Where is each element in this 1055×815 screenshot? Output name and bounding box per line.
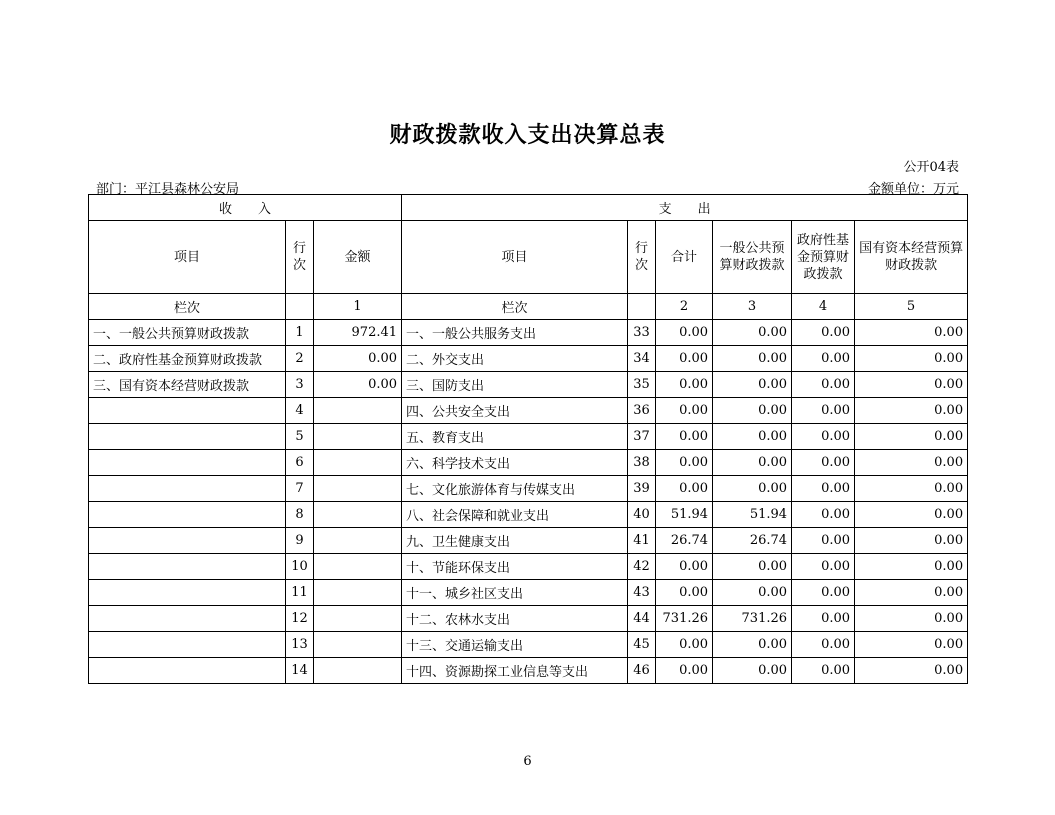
income-row-number: 10 — [286, 554, 314, 580]
table-row — [89, 346, 968, 372]
gov-fund-amount: 0.00 — [792, 372, 855, 398]
income-amount — [314, 632, 402, 658]
total-amount: 0.00 — [656, 450, 713, 476]
gov-fund-amount: 0.00 — [792, 554, 855, 580]
income-item — [89, 502, 286, 528]
gov-fund-amount: 0.00 — [792, 346, 855, 372]
expense-item: 三、国防支出 — [402, 372, 628, 398]
income-item — [89, 554, 286, 580]
income-item — [89, 606, 286, 632]
general-budget-amount: 0.00 — [713, 320, 792, 346]
table-row — [89, 450, 968, 476]
expense-row-number: 43 — [628, 580, 656, 606]
empty-cell — [628, 294, 656, 320]
income-amount: 972.41 — [314, 320, 402, 346]
income-row-number: 7 — [286, 476, 314, 502]
total-amount: 0.00 — [656, 658, 713, 684]
income-amount-header: 金额 — [314, 221, 402, 294]
general-budget-amount: 0.00 — [713, 372, 792, 398]
col-number-1: 1 — [314, 294, 402, 320]
table-row — [89, 320, 968, 346]
general-budget-amount: 0.00 — [713, 632, 792, 658]
income-item-header: 项目 — [89, 221, 286, 294]
income-item: 一、一般公共预算财政拨款 — [89, 320, 286, 346]
gov-fund-amount: 0.00 — [792, 398, 855, 424]
income-row-number: 9 — [286, 528, 314, 554]
income-amount — [314, 502, 402, 528]
expense-row-number: 33 — [628, 320, 656, 346]
expense-row-number: 38 — [628, 450, 656, 476]
general-budget-amount: 0.00 — [713, 450, 792, 476]
income-row-number: 8 — [286, 502, 314, 528]
gov-fund-amount: 0.00 — [792, 476, 855, 502]
table-row — [89, 502, 968, 528]
table-row — [89, 476, 968, 502]
income-item: 三、国有资本经营财政拨款 — [89, 372, 286, 398]
col-number-5: 5 — [855, 294, 968, 320]
expense-item: 一、一般公共服务支出 — [402, 320, 628, 346]
expense-row-number: 34 — [628, 346, 656, 372]
expense-item-header: 项目 — [402, 221, 628, 294]
total-amount: 0.00 — [656, 372, 713, 398]
gov-fund-amount: 0.00 — [792, 528, 855, 554]
table-row — [89, 554, 968, 580]
total-header: 合计 — [656, 221, 713, 294]
income-rowno-header: 行次 — [286, 221, 314, 294]
total-amount: 26.74 — [656, 528, 713, 554]
income-amount — [314, 476, 402, 502]
table-row — [89, 580, 968, 606]
col-number-4: 4 — [792, 294, 855, 320]
income-amount: 0.00 — [314, 346, 402, 372]
general-budget-amount: 0.00 — [713, 658, 792, 684]
general-budget-amount: 26.74 — [713, 528, 792, 554]
income-row-number: 5 — [286, 424, 314, 450]
income-row-number: 13 — [286, 632, 314, 658]
total-amount: 0.00 — [656, 580, 713, 606]
general-budget-amount: 51.94 — [713, 502, 792, 528]
income-amount — [314, 580, 402, 606]
total-amount: 0.00 — [656, 320, 713, 346]
state-capital-amount: 0.00 — [855, 346, 968, 372]
page-number: 6 — [523, 754, 532, 769]
state-capital-amount: 0.00 — [855, 658, 968, 684]
gov-fund-amount: 0.00 — [792, 424, 855, 450]
gov-fund-amount: 0.00 — [792, 632, 855, 658]
gov-fund-amount: 0.00 — [792, 320, 855, 346]
table-row — [89, 632, 968, 658]
state-capital-amount: 0.00 — [855, 528, 968, 554]
general-budget-amount: 0.00 — [713, 424, 792, 450]
total-amount: 0.00 — [656, 476, 713, 502]
expense-rowno-header: 行次 — [628, 221, 656, 294]
general-budget-amount: 731.26 — [713, 606, 792, 632]
col-number-3: 3 — [713, 294, 792, 320]
expense-item: 七、文化旅游体育与传媒支出 — [402, 476, 628, 502]
header-row-column-numbers — [89, 294, 968, 320]
state-capital-amount: 0.00 — [855, 606, 968, 632]
form-code: 公开04表 — [903, 160, 959, 175]
income-item: 二、政府性基金预算财政拨款 — [89, 346, 286, 372]
expense-row-number: 35 — [628, 372, 656, 398]
total-amount: 0.00 — [656, 632, 713, 658]
col-label-left: 栏次 — [89, 294, 286, 320]
expense-row-number: 37 — [628, 424, 656, 450]
table-row — [89, 424, 968, 450]
unit-label: 金额单位：万元 — [867, 182, 959, 197]
table-row — [89, 606, 968, 632]
state-capital-header: 国有资本经营预算财政拨款 — [855, 221, 968, 294]
gov-fund-header: 政府性基金预算财政拨款 — [792, 221, 855, 294]
general-budget-amount: 0.00 — [713, 580, 792, 606]
total-amount: 0.00 — [656, 346, 713, 372]
table-row — [89, 398, 968, 424]
income-amount — [314, 424, 402, 450]
state-capital-amount: 0.00 — [855, 450, 968, 476]
general-budget-amount: 0.00 — [713, 476, 792, 502]
state-capital-amount: 0.00 — [855, 632, 968, 658]
expense-header: 支 出 — [402, 195, 968, 221]
state-capital-amount: 0.00 — [855, 320, 968, 346]
general-budget-amount: 0.00 — [713, 346, 792, 372]
general-budget-header: 一般公共预算财政拨款 — [713, 221, 792, 294]
total-amount: 0.00 — [656, 554, 713, 580]
expense-row-number: 36 — [628, 398, 656, 424]
income-row-number: 4 — [286, 398, 314, 424]
state-capital-amount: 0.00 — [855, 372, 968, 398]
income-item — [89, 580, 286, 606]
expense-row-number: 40 — [628, 502, 656, 528]
gov-fund-amount: 0.00 — [792, 606, 855, 632]
expense-item: 八、社会保障和就业支出 — [402, 502, 628, 528]
income-row-number: 6 — [286, 450, 314, 476]
header-row-top — [89, 195, 968, 221]
income-item — [89, 658, 286, 684]
income-item — [89, 398, 286, 424]
income-amount — [314, 606, 402, 632]
table-row — [89, 658, 968, 684]
income-row-number: 1 — [286, 320, 314, 346]
budget-table — [88, 194, 968, 684]
state-capital-amount: 0.00 — [855, 398, 968, 424]
expense-row-number: 45 — [628, 632, 656, 658]
gov-fund-amount: 0.00 — [792, 658, 855, 684]
expense-item: 十三、交通运输支出 — [402, 632, 628, 658]
income-item — [89, 476, 286, 502]
expense-item: 四、公共安全支出 — [402, 398, 628, 424]
gov-fund-amount: 0.00 — [792, 450, 855, 476]
expense-item: 五、教育支出 — [402, 424, 628, 450]
expense-item: 十、节能环保支出 — [402, 554, 628, 580]
income-header: 收 入 — [89, 195, 402, 221]
income-amount — [314, 554, 402, 580]
state-capital-amount: 0.00 — [855, 502, 968, 528]
expense-row-number: 46 — [628, 658, 656, 684]
department-label: 部门：平江县森林公安局 — [96, 182, 240, 197]
income-amount: 0.00 — [314, 372, 402, 398]
expense-item: 九、卫生健康支出 — [402, 528, 628, 554]
expense-item: 二、外交支出 — [402, 346, 628, 372]
income-item — [89, 528, 286, 554]
income-amount — [314, 398, 402, 424]
total-amount: 0.00 — [656, 398, 713, 424]
income-row-number: 3 — [286, 372, 314, 398]
table-row — [89, 528, 968, 554]
total-amount: 731.26 — [656, 606, 713, 632]
state-capital-amount: 0.00 — [855, 580, 968, 606]
state-capital-amount: 0.00 — [855, 424, 968, 450]
state-capital-amount: 0.00 — [855, 476, 968, 502]
income-item — [89, 424, 286, 450]
col-number-2: 2 — [656, 294, 713, 320]
empty-cell — [286, 294, 314, 320]
expense-row-number: 39 — [628, 476, 656, 502]
expense-item: 十一、城乡社区支出 — [402, 580, 628, 606]
page-title: 财政拨款收入支出决算总表 — [389, 122, 666, 148]
income-amount — [314, 528, 402, 554]
general-budget-amount: 0.00 — [713, 398, 792, 424]
gov-fund-amount: 0.00 — [792, 580, 855, 606]
expense-row-number: 41 — [628, 528, 656, 554]
expense-row-number: 42 — [628, 554, 656, 580]
income-row-number: 11 — [286, 580, 314, 606]
header-row-columns — [89, 221, 968, 294]
expense-item: 十四、资源勘探工业信息等支出 — [402, 658, 628, 684]
income-item — [89, 450, 286, 476]
income-row-number: 12 — [286, 606, 314, 632]
total-amount: 51.94 — [656, 502, 713, 528]
total-amount: 0.00 — [656, 424, 713, 450]
expense-item: 六、科学技术支出 — [402, 450, 628, 476]
income-item — [89, 632, 286, 658]
income-row-number: 2 — [286, 346, 314, 372]
expense-item: 十二、农林水支出 — [402, 606, 628, 632]
income-amount — [314, 450, 402, 476]
expense-row-number: 44 — [628, 606, 656, 632]
state-capital-amount: 0.00 — [855, 554, 968, 580]
gov-fund-amount: 0.00 — [792, 502, 855, 528]
table-row — [89, 372, 968, 398]
income-amount — [314, 658, 402, 684]
col-label-right: 栏次 — [402, 294, 628, 320]
general-budget-amount: 0.00 — [713, 554, 792, 580]
table-body — [89, 320, 968, 684]
income-row-number: 14 — [286, 658, 314, 684]
